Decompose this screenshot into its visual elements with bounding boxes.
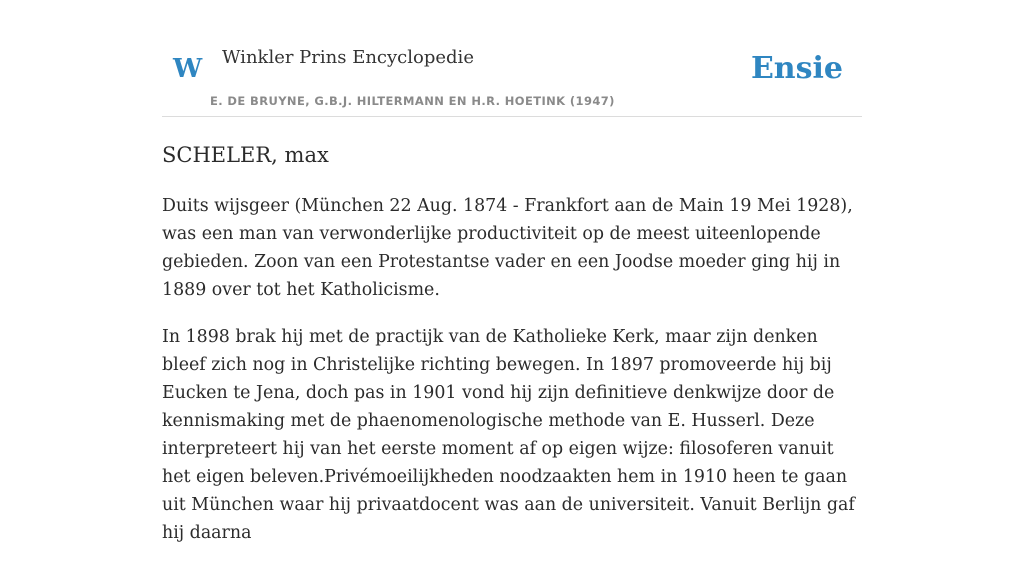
article-title: SCHELER, max [162,143,329,167]
publication-title[interactable]: Winkler Prins Encyclopedie [222,47,474,68]
ensie-logo[interactable]: Ensie [750,51,843,86]
winkler-prins-logo[interactable]: W [173,54,203,84]
publication-authors: E. DE BRUYNE, G.B.J. HILTERMANN EN H.R. HOETINK (1947) [210,94,615,108]
article-body [162,192,862,566]
article-paragraph: In 1898 brak hij met de practijk van de Katholieke Kerk, maar zijn denken bleef zich nog in Christelijke richting bewegen. In 1897 promoveerde hij bij Eucken te Jena, doch pas in 1901 vond hij zijn definitieve denkwijze door de kennismaking met de phaenomenologische methode van E. Husserl. Deze interpreteert hij van het eerste moment af op eigen wijze: filosoferen vanuit het eigen beleven.Privémoeilijkheden noodzaakten hem in 1910 heen te gaan uit München waar hij privaatdocent was aan de universiteit. Vanuit Berlijn gaf hij daarna [162,327,855,543]
page [162,0,862,543]
article-paragraph: Duits wijsgeer (München 22 Aug. 1874 - Frankfort aan de Main 19 Mei 1928), was een man van verwonderlijke productiviteit op de meest uiteenlopende gebieden. Zoon van een Protestantse vader en een Joodse moeder ging hij in 1889 over tot het Katholicisme. [162,196,853,300]
site-header [162,0,862,117]
